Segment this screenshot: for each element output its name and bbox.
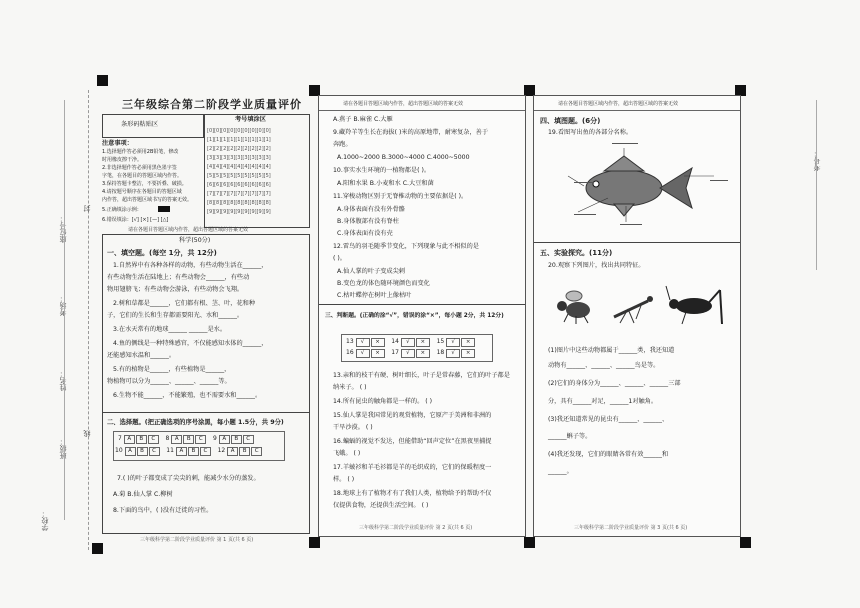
q-line: ( )。	[333, 255, 346, 262]
option-B[interactable]: B	[231, 435, 242, 444]
option-A[interactable]: A	[124, 435, 135, 444]
q-line: 仅提供食物，还提供生活空间。 ( )	[333, 502, 429, 509]
q-line: 13.亲和的枝干有硬、树叶细长，叶子是常春藤，它们的叶子都是	[333, 372, 510, 379]
q-line: 11.穿梭动物区别于无脊椎动物的主要依据是( )。	[333, 193, 468, 200]
note-line: 1.选择题作答必须用2B铅笔，修改	[102, 149, 179, 155]
registration-mark	[740, 537, 751, 548]
q-line: A.阳和水果 B.小麦和水 C.大豆和菌	[337, 180, 434, 187]
q-line: 3.在水天常有的地球______ ______是水。	[113, 326, 227, 333]
q-line: B.变色龙的体色随环境颜色而变化	[337, 280, 430, 287]
q-line: 19.看图写出鱼的各部分名称。	[548, 129, 633, 136]
choice-row: 10 A B C 11 A B C 12 A B C	[115, 447, 263, 456]
option-B[interactable]: B	[239, 447, 250, 456]
option-B[interactable]: B	[137, 447, 148, 456]
option-true[interactable]: √	[446, 338, 460, 347]
option-false[interactable]: ×	[416, 338, 430, 347]
section-3-title: 三、判断题。(正确的涂“√”，错误的涂“×”，每小题 2分，共 12分)	[325, 313, 504, 319]
fish-label-blank[interactable]	[574, 214, 596, 215]
note-line: 2.非选择题作答必须用黑色墨字签	[102, 165, 177, 171]
option-C[interactable]: C	[149, 447, 160, 456]
option-false[interactable]: ×	[371, 349, 385, 358]
option-A[interactable]: A	[171, 435, 182, 444]
note-line: 3.保持答题卡整洁，不要折叠、破损。	[102, 181, 187, 187]
binding-line	[88, 90, 89, 550]
option-B[interactable]: B	[183, 435, 194, 444]
q-line: 20.观察下列图片，找出共同特征。	[548, 262, 645, 269]
q-line: (1)图片中这些动物都属于______类，我还知道	[548, 347, 675, 354]
q-line: 18.地球上有了植物才有了我们人类，植物给予的帮助不仅	[333, 490, 492, 497]
page-footer: 三年级科学第二阶段学业质量评价 第 2 页(共 6 页)	[359, 525, 473, 531]
option-B[interactable]: B	[188, 447, 199, 456]
page-footer: 三年级科学第二阶段学业质量评价 第 3 页(共 6 页)	[574, 525, 688, 531]
q-line: C.枯叶蝶停在树叶上像枯叶	[337, 292, 412, 299]
q-line: 2.树和草都是______，它们都有根、茎、叶，花和种	[113, 300, 256, 307]
note-line: 5.正确填涂示例：	[102, 207, 142, 213]
q-line: 10.事实水生环境的一植物都是( )。	[333, 167, 431, 174]
section-divider	[103, 412, 309, 413]
barcode-label: 条形码粘贴区	[121, 121, 159, 128]
option-false[interactable]: ×	[461, 338, 475, 347]
option-true[interactable]: √	[446, 349, 460, 358]
correct-fill-sample	[158, 206, 170, 212]
option-C[interactable]: C	[251, 447, 262, 456]
q-line: 9.藏羚羊等生长在海拔( )米的高原地带，耐寒复杂，善于	[333, 129, 489, 136]
q-line: 8.下面的鸟中，( )没有迁徙的习性。	[113, 507, 213, 514]
q-line: 4.鱼的侧线是一种特殊感官，不仅能感知水体的______，	[113, 340, 268, 347]
answer-zone-warning: 请在各题目答题区域内作答，超出答题区域的答案无效	[128, 227, 249, 233]
name-underline	[64, 100, 65, 520]
science-section-box	[102, 234, 310, 534]
name-label: 姓名：	[59, 370, 67, 391]
exam-fill-grid[interactable]: [0][0][0][0][0][0][0][0][0] [1][1][1][1][1][1][1][1][1] [2][2][2][2][2][2][2][2][2] [3][3][3][3][3][3][3][3][3] [4][4][4][4][4][4][4][4][4] [5][5][5][5][5][5][5][5][5] [6][6][6][6][6][6][6][6][6] [7][7][7][7][7][7][7][7][7] [8][8][8][8][8][8][8][8][8] [9][9][9][9][9][9][9][9][9]	[207, 128, 271, 215]
q-line: 17.羊皴衫和羊毛衫都是羊的毛织成的，它们的保暖程度一	[333, 464, 492, 471]
q-line: A.1000~2000 B.3000~4000 C.4000~5000	[337, 154, 470, 161]
option-false[interactable]: ×	[461, 349, 475, 358]
class-label: 班级：	[59, 438, 67, 459]
section-4-title: 四、填图题。(6分)	[540, 117, 601, 125]
q-line: A.身体表面有没有外骨骼	[337, 206, 405, 213]
q-line: 6.生物不能______，不能繁殖，也不需要水和______。	[113, 392, 262, 399]
option-C[interactable]: C	[243, 435, 254, 444]
q-line: 分，具有______对足，______1对触角。	[548, 398, 658, 405]
q-line: 干旱沙漠。 ( )	[333, 424, 373, 431]
option-true[interactable]: √	[356, 349, 370, 358]
note-line: 6.错误填涂：[√] [×] [—] [△]	[102, 217, 169, 223]
choice-answer-grid[interactable]	[113, 431, 285, 461]
q-line: 5.有的植物是______，有些植物是______，	[113, 366, 231, 373]
q-line: 纳米子。 ( )	[333, 384, 367, 391]
option-A[interactable]: A	[176, 447, 187, 456]
registration-mark	[97, 75, 108, 86]
note-line: 4.请按题号顺序在各题目的答题区域	[102, 189, 182, 195]
option-true[interactable]: √	[401, 349, 415, 358]
q-line: 动物有______、______、______鸟是等。	[548, 362, 660, 369]
school-label: 学校：	[41, 510, 49, 531]
exam-title: 三年级综合第二阶段学业质量评价	[122, 98, 302, 111]
section-2-title: 二、选择题。(把正确选项的序号涂黑，每小题 1.5分，共 9分)	[107, 419, 284, 426]
option-C[interactable]: C	[148, 435, 159, 444]
option-A[interactable]: A	[219, 435, 230, 444]
q-line: 子，它们的生长和生存都需要阳光、水和______。	[107, 312, 244, 319]
q-line: 物用翅膀飞；有些动物会游泳，有些动物会飞翔。	[107, 286, 244, 293]
q-line: 样。 ( )	[333, 476, 355, 483]
note-line: 内作答，超出答题区域书写的答案无效。	[102, 197, 193, 203]
option-B[interactable]: B	[136, 435, 147, 444]
fish-label-blank[interactable]	[620, 224, 642, 225]
option-true[interactable]: √	[401, 338, 415, 347]
seat-label: 座位号：	[59, 215, 67, 243]
q-line: 飞蛾。 ( )	[333, 450, 361, 457]
exam-no-label: 考号：	[813, 150, 821, 171]
page-footer: 三年级科学第二阶段学业质量评价 第 1 页(共 6 页)	[140, 537, 254, 543]
q-line: 有些动物生活在陆地上；有些动物会______，有些动	[107, 274, 250, 281]
option-false[interactable]: ×	[416, 349, 430, 358]
q-line: C.身体表面有没有壳	[337, 230, 393, 237]
q-line: 还能感知水温和______。	[107, 352, 176, 359]
q-line: B.身体腹部有没有脊柱	[337, 218, 399, 225]
option-false[interactable]: ×	[371, 338, 385, 347]
true-false-grid[interactable]	[341, 334, 493, 362]
q-line: (4)我还发现，它们的眼睛各常有效______和	[548, 451, 669, 458]
registration-mark	[524, 537, 535, 548]
section-5-title: 五、实验探究。(11分)	[540, 249, 613, 257]
section-1-title: 一、填空题。(每空 1分，共 12分)	[107, 249, 217, 257]
section-divider	[534, 242, 740, 243]
note-line: 字笔，在各题目的答题区域内作答。	[102, 173, 183, 179]
tf-row: 13 √ × 14 √ × 15 √ ×	[346, 338, 476, 347]
mantis-illustration	[606, 291, 656, 327]
answer-sheet-page-2	[318, 95, 526, 537]
exam-number-fill-area	[204, 114, 310, 228]
fish-label-blank[interactable]	[612, 143, 638, 144]
q-line: A.仙人掌的叶子变成尖刺	[337, 268, 405, 275]
answer-zone-warning: 请在各题目答题区域内作答，超出答题区域的答案无效	[558, 101, 679, 107]
section-divider	[319, 304, 525, 305]
q-line: ______蝌子等。	[548, 433, 592, 440]
answer-zone-warning: 请在各题目答题区域内作答，超出答题区域的答案无效	[343, 101, 464, 107]
room-label: 考场：	[59, 295, 67, 316]
fish-label-blank[interactable]	[574, 182, 594, 183]
fish-label-blank[interactable]	[710, 180, 728, 181]
seal-label: 封	[83, 205, 91, 212]
q-line: 12.雷鸟的羽毛随季节变化，下列现象与此不相似的是	[333, 243, 479, 250]
notes-box	[102, 140, 202, 226]
bee-illustration	[548, 286, 598, 326]
notes-title: 注意事项：	[102, 140, 133, 147]
q-line: (2)它们的身体分为______、______、______三部	[548, 380, 681, 387]
answer-sheet-page-1	[100, 92, 312, 544]
option-A[interactable]: A	[125, 447, 136, 456]
right-exam-line	[816, 100, 817, 270]
option-A[interactable]: A	[227, 447, 238, 456]
q-line: (3)我还知道常见的昆虫有______、______、	[548, 416, 669, 423]
cricket-illustration	[664, 284, 724, 328]
subject-label: 科学(50分)	[179, 237, 211, 244]
q-line: 7.( )的叶子都变成了尖尖的刺，能减少水分的蒸发。	[117, 475, 260, 482]
choice-row: 7 A B C 8 A B C 9 A B C	[118, 435, 255, 444]
q-line: 奔跑。	[333, 141, 352, 148]
header-divider	[534, 110, 740, 111]
q-line: A.菊 B.仙人掌 C.柳树	[113, 491, 173, 498]
line-label: 线	[83, 430, 91, 437]
option-C[interactable]: C	[200, 447, 211, 456]
registration-mark	[92, 543, 103, 554]
answer-sheet-page-3	[533, 95, 741, 537]
header-divider	[319, 110, 525, 111]
option-C[interactable]: C	[195, 435, 206, 444]
exam-fill-label: 考号填涂区	[235, 116, 266, 123]
q-line: 15.仙人掌是我国常见的观赏植物，它原产于美洲和非洲的	[333, 412, 492, 419]
tf-row: 16 √ × 17 √ × 18 √ ×	[346, 349, 476, 358]
q-line: 14.所有昆虫的触角都是一样的。 ( )	[333, 398, 433, 405]
note-line: 时用橡皮擦干净。	[102, 157, 143, 163]
q-line: A.燕子 B.麻雀 C.大雁	[333, 116, 393, 123]
q-line: ______。	[548, 468, 573, 475]
option-true[interactable]: √	[356, 338, 370, 347]
q-line: 1.自然界中有各种各样的动物，有些动物生活在______，	[113, 262, 268, 269]
barcode-area	[102, 114, 204, 138]
q-line: 物植物可以分为______、______、______等。	[107, 378, 231, 385]
q-line: 16.蝙蝠的视觉不发达，但能借助“回声定位”在黑夜里捕捉	[333, 438, 492, 445]
